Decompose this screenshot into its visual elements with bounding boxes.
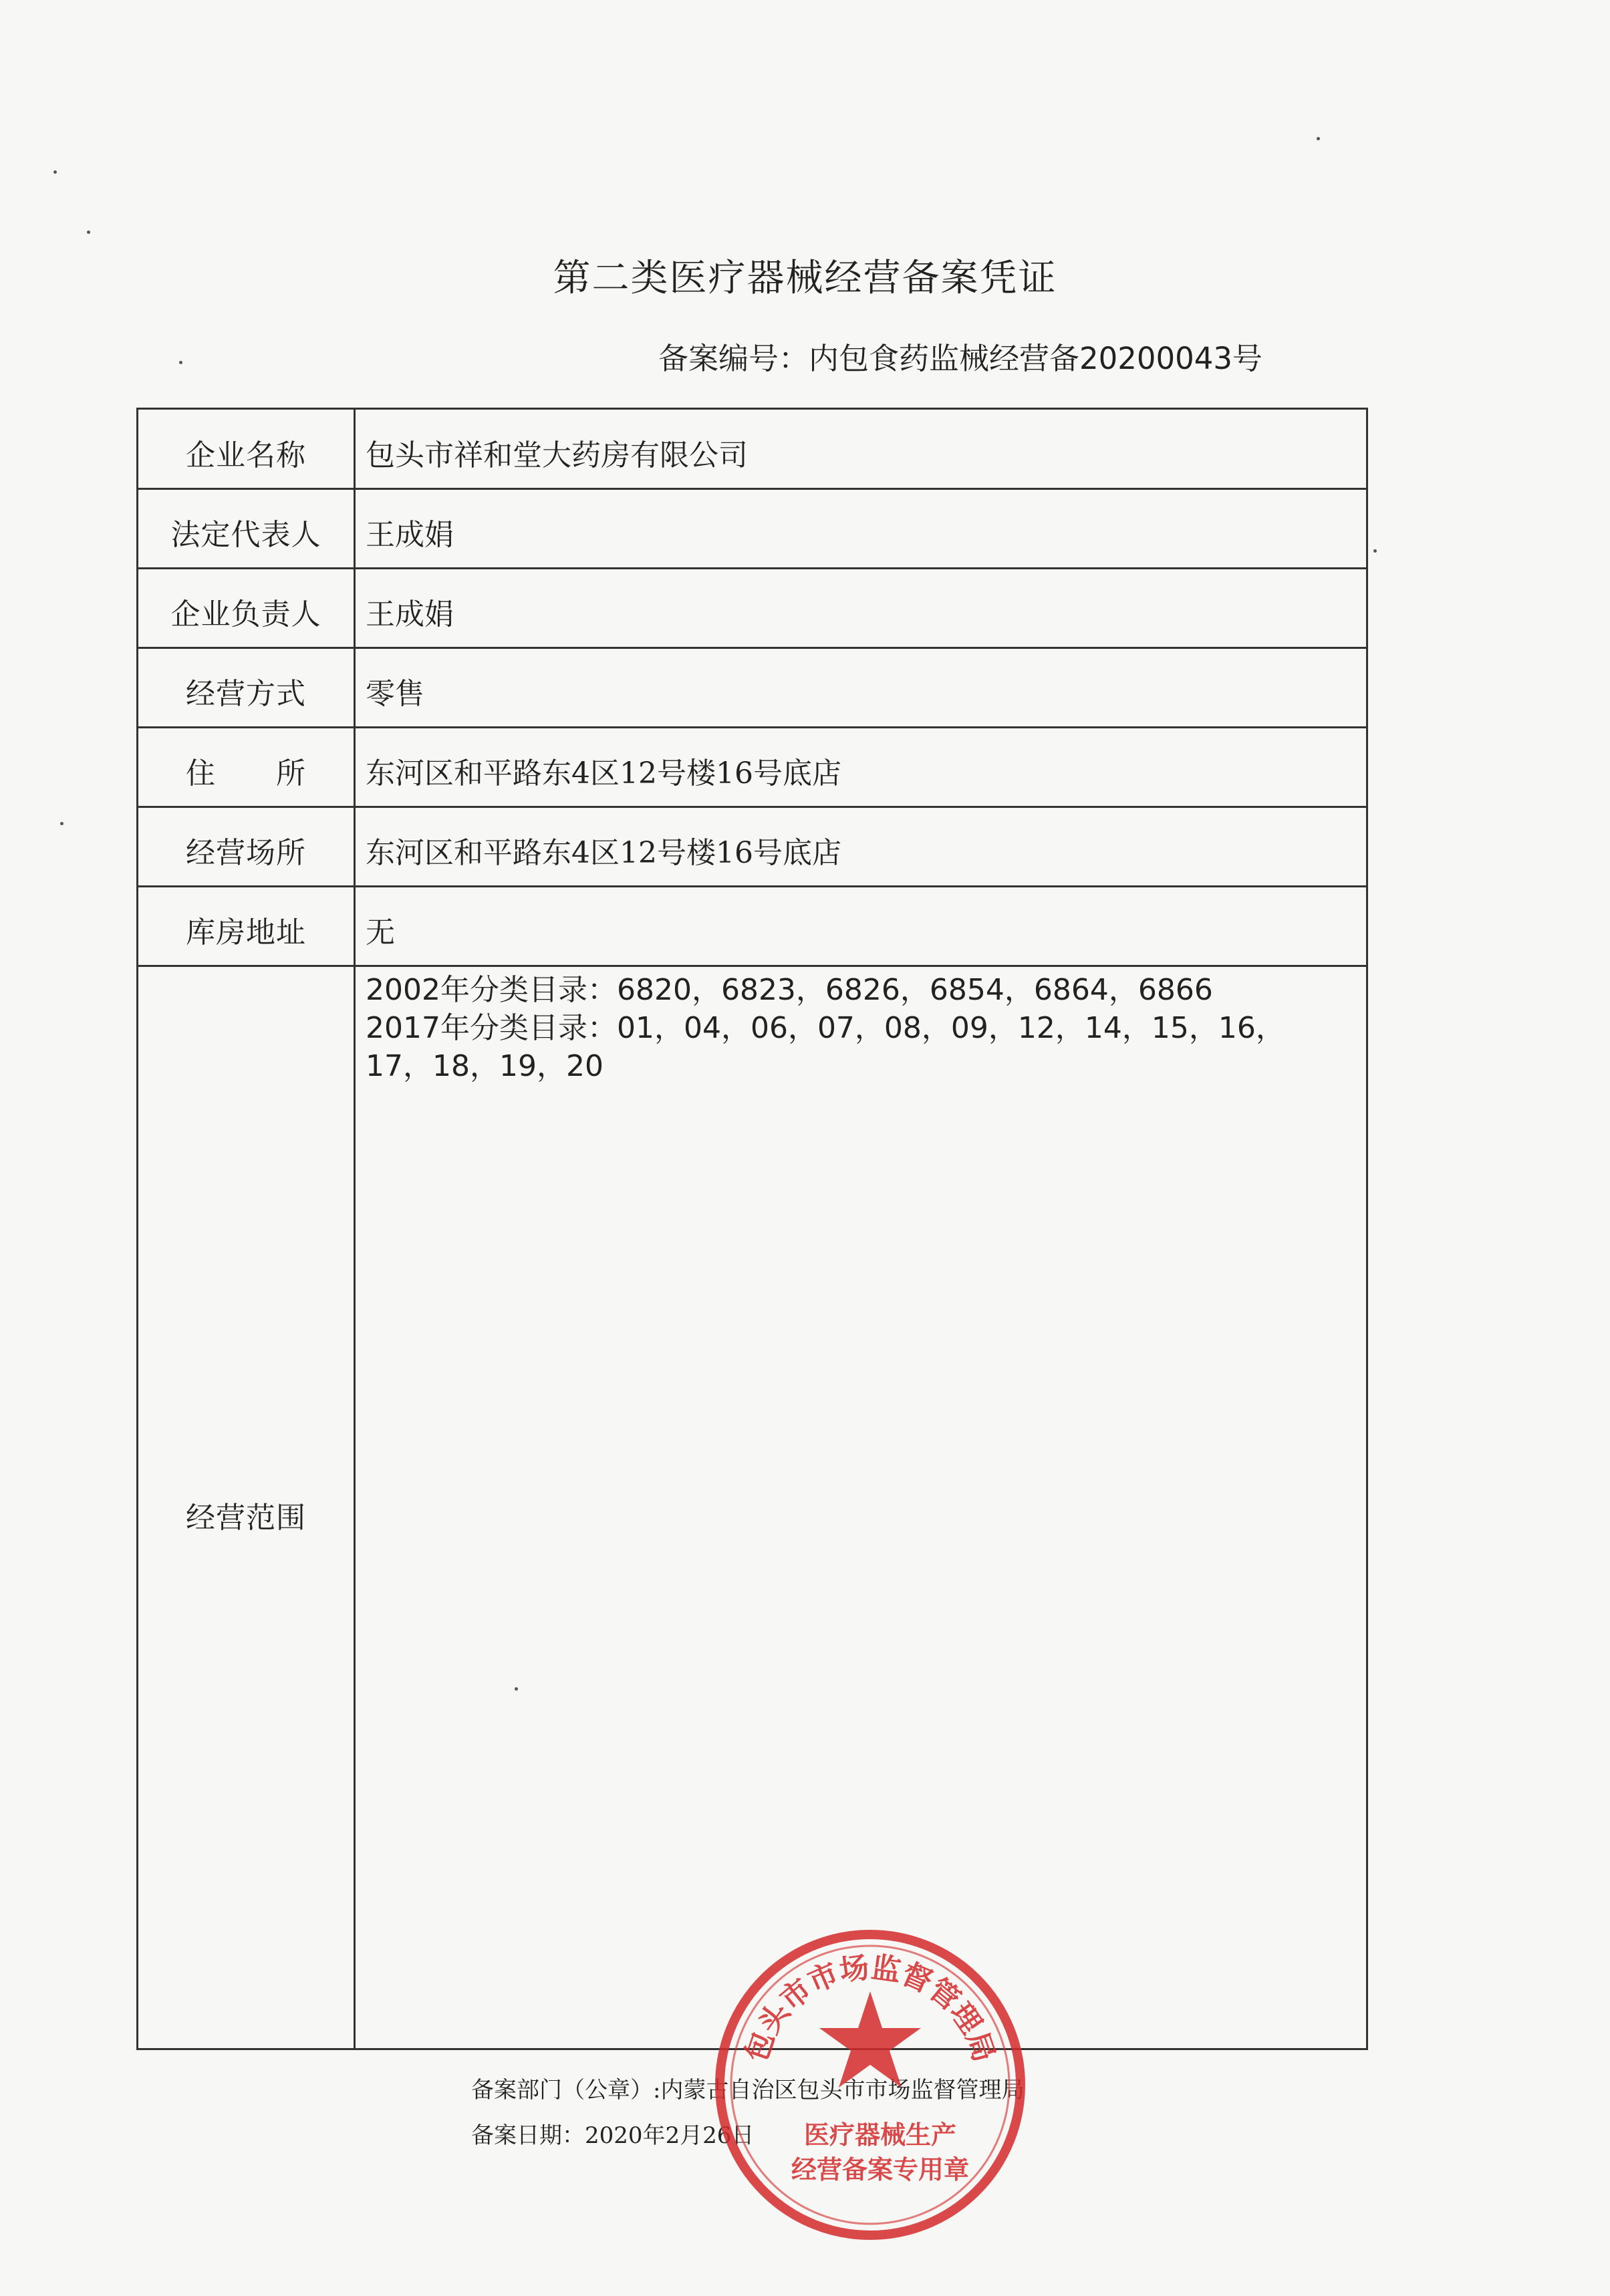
value-company-name: 包头市祥和堂大药房有限公司 bbox=[366, 438, 748, 472]
document-title: 第二类医疗器械经营备案凭证 bbox=[553, 257, 1057, 300]
value-business-mode: 零售 bbox=[366, 677, 424, 711]
filing-date: 备案日期：2020年2月26日 bbox=[471, 2122, 755, 2149]
scan-speck bbox=[87, 231, 90, 234]
scope-line-2017: 2017年分类目录：01，04，06，07，08，09，12，14，15，16， bbox=[366, 1011, 1285, 1045]
seal-inner-line-2: 经营备案专用章 bbox=[791, 2155, 970, 2184]
record-table bbox=[136, 408, 1368, 2050]
row-divider bbox=[138, 726, 1366, 728]
row-divider bbox=[138, 647, 1366, 649]
value-warehouse-address: 无 bbox=[366, 915, 395, 950]
label-legal-representative: 法定代表人 bbox=[170, 518, 321, 552]
label-business-mode: 经营方式 bbox=[186, 677, 306, 711]
label-person-in-charge: 企业负责人 bbox=[170, 597, 321, 631]
label-company-name: 企业名称 bbox=[186, 438, 306, 472]
seal-arc-text: 包头市市场监督管理局 bbox=[739, 1950, 1002, 2067]
value-residence: 东河区和平路东4区12号楼16号底店 bbox=[366, 756, 841, 791]
row-divider bbox=[138, 488, 1366, 490]
scan-speck bbox=[515, 1687, 518, 1691]
scan-speck bbox=[53, 170, 57, 174]
scan-speck bbox=[1373, 549, 1377, 553]
official-seal bbox=[703, 1918, 1037, 2252]
row-divider bbox=[138, 567, 1366, 569]
row-divider bbox=[138, 965, 1366, 967]
column-divider bbox=[354, 410, 356, 2048]
value-business-scope bbox=[366, 971, 1355, 1085]
scan-speck bbox=[179, 361, 182, 364]
scope-line-2017-continued: 17，18，19，20 bbox=[366, 1049, 603, 1083]
seal-inner-line-1: 医疗器械生产 bbox=[803, 2120, 957, 2150]
label-business-premises: 经营场所 bbox=[186, 836, 306, 870]
value-legal-representative: 王成娟 bbox=[366, 518, 454, 552]
row-divider bbox=[138, 885, 1366, 887]
seal-star-icon bbox=[819, 1991, 921, 2088]
record-number-value: 内包食药监械经营备20200043号 bbox=[809, 341, 1263, 376]
value-person-in-charge: 王成娟 bbox=[366, 597, 454, 631]
label-business-scope: 经营范围 bbox=[186, 1501, 306, 1535]
label-residence: 住 所 bbox=[186, 756, 306, 791]
record-number-label: 备案编号： bbox=[658, 341, 809, 376]
scope-line-2002: 2002年分类目录：6820，6823，6826，6854，6864，6866 bbox=[366, 973, 1213, 1007]
filing-department: 备案部门（公章）:内蒙古自治区包头市市场监督管理局 bbox=[471, 2077, 1025, 2104]
scan-speck bbox=[60, 822, 63, 825]
label-warehouse-address: 库房地址 bbox=[186, 915, 306, 950]
row-divider bbox=[138, 806, 1366, 808]
scan-speck bbox=[1317, 137, 1320, 140]
value-business-premises: 东河区和平路东4区12号楼16号底店 bbox=[366, 836, 841, 870]
record-number bbox=[658, 334, 1262, 378]
